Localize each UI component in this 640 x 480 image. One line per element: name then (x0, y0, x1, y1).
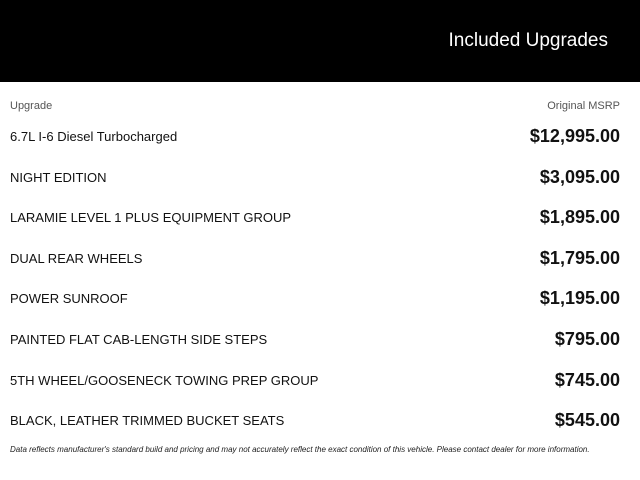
upgrade-column-header: Upgrade (10, 100, 53, 112)
upgrade-name: 6.7L I-6 Diesel Turbocharged (10, 129, 178, 144)
list-item (0, 400, 640, 441)
upgrade-price: $1,195.00 (539, 288, 620, 309)
header-bar (0, 0, 640, 82)
upgrade-name: LARAMIE LEVEL 1 PLUS EQUIPMENT GROUP (10, 210, 292, 226)
list-item (0, 116, 640, 157)
list-item (0, 319, 640, 360)
list-item (0, 278, 640, 319)
list-item (0, 197, 640, 238)
upgrade-price: $545.00 (554, 410, 620, 431)
upgrade-price: $795.00 (554, 328, 620, 349)
page-title: Included Upgrades (448, 30, 608, 51)
upgrade-name: POWER SUNROOF (10, 291, 128, 307)
upgrade-name: PAINTED FLAT CAB-LENGTH SIDE STEPS (10, 331, 268, 347)
disclaimer-text: Data reflects manufacturer's standard build and pricing and may not accurately reflect the exact condition of this vehicle. Please contact dealer for more information. (10, 445, 590, 454)
list-item (0, 360, 640, 401)
upgrade-price: $12,995.00 (529, 126, 620, 146)
upgrade-price: $3,095.00 (539, 166, 620, 187)
upgrade-name: 5TH WHEEL/GOOSENECK TOWING PREP GROUP (10, 372, 319, 388)
upgrade-price: $1,795.00 (539, 247, 620, 268)
upgrade-price: $1,895.00 (539, 207, 620, 228)
upgrades-list (0, 116, 640, 441)
msrp-column-header: Original MSRP (547, 100, 620, 112)
list-item (0, 238, 640, 279)
upgrade-price: $745.00 (554, 369, 620, 390)
upgrade-name: BLACK, LEATHER TRIMMED BUCKET SEATS (10, 413, 285, 429)
upgrade-name: NIGHT EDITION (10, 169, 107, 185)
upgrade-name: DUAL REAR WHEELS (10, 250, 143, 266)
list-item (0, 157, 640, 198)
